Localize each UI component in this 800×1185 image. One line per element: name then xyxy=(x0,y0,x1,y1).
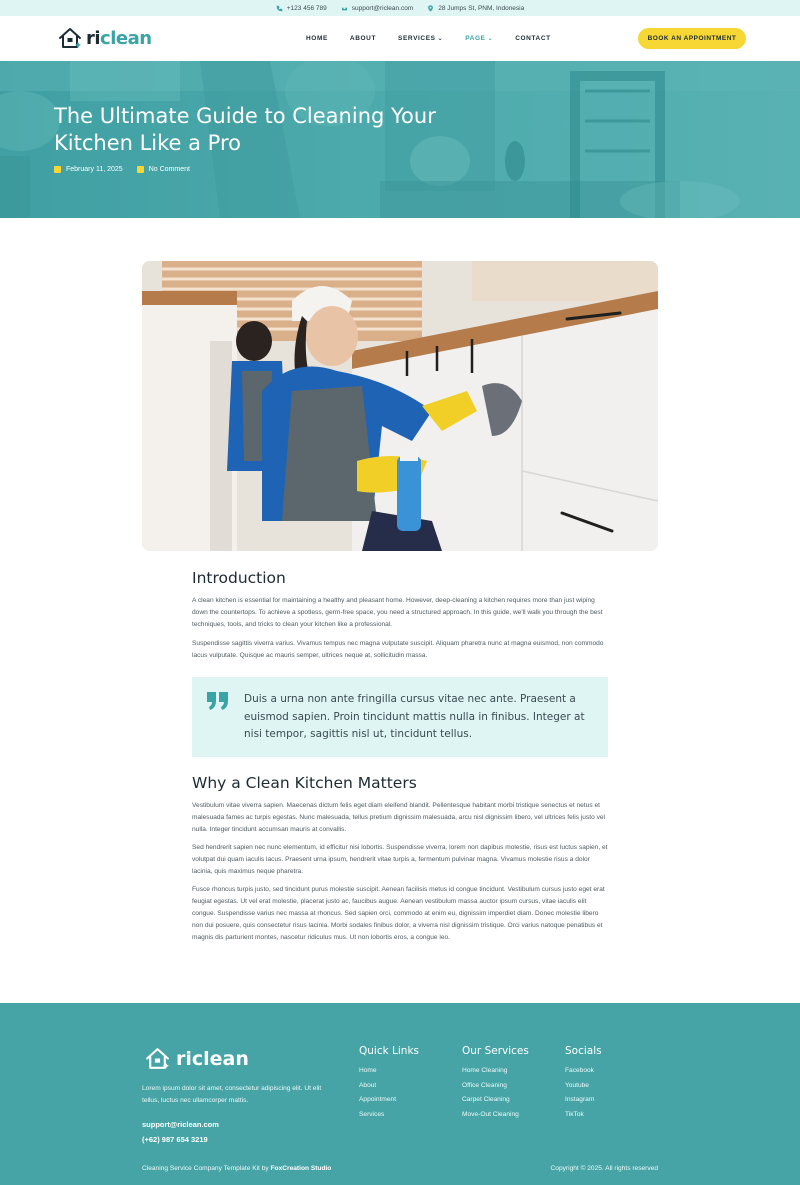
footer-service-home-cleaning[interactable]: Home Cleaning xyxy=(462,1067,508,1074)
site-footer xyxy=(0,1003,800,1185)
nav-about-label: ABOUT xyxy=(349,35,377,42)
book-appointment-button[interactable]: BOOK AN APPOINTMENT xyxy=(638,28,746,49)
nav-contact-label: CONTACT xyxy=(515,35,551,42)
house-logo-icon xyxy=(144,1045,171,1072)
site-logo[interactable] xyxy=(57,25,152,51)
footer-service-carpet-cleaning[interactable]: Carpet Cleaning xyxy=(462,1096,510,1104)
footer-social-facebook[interactable]: Facebook xyxy=(565,1067,594,1074)
mail-icon xyxy=(341,5,348,12)
quote-text: Duis a urna non ante fringilla cursus vitae nec ante. Praesent a euismod sapien. Proin tincidunt mattis nulla in finibus. Integer at nisi tempor, sagittis nisl ut, tincidunt tellus. xyxy=(244,693,585,740)
our-services-heading: Our Services xyxy=(462,1045,529,1057)
quote-icon xyxy=(206,691,230,711)
footer-service-move-out-cleaning[interactable]: Move-Out Cleaning xyxy=(462,1111,519,1119)
cleaning-kitchen-photo xyxy=(142,261,658,551)
footer-quick-links xyxy=(359,1045,419,1126)
top-info-bar xyxy=(0,0,800,16)
footer-link-services[interactable]: Services xyxy=(359,1111,385,1119)
house-logo-icon xyxy=(57,25,83,51)
why-paragraph-3: Fusce rhoncus turpis justo, sed tincidunt purus molestie suscipit. Aenean facilisis metus id congue tincidunt. Vestibulum cursus justo eget erat feugiat egestas. Ut vel erat molestie, placerat justo ac, faucibus augue. Aenean vestibulum massa auctor ipsum cursus, vitae iaculis elit congue. Suspendisse varius nec massa at rhoncus. Sed sapien orci, commodo at enim eu, dignissim imperdiet diam. Donec molestie libero non dui posuere, quis consectetur risus lacinia. Morbi sodales finibus dolor, a viverra nisl dignissim tristique. Orci varius natoque penatibus et magnis dis parturient montes, nascetur ridiculus mus. Ut non lobortis eros, a congue leo. xyxy=(192,886,605,941)
nav-services[interactable] xyxy=(398,35,443,42)
footer-link-home[interactable]: Home xyxy=(359,1067,377,1074)
footer-service-office-cleaning[interactable]: Office Cleaning xyxy=(462,1081,507,1089)
post-comments[interactable] xyxy=(137,166,190,173)
footer-socials xyxy=(565,1045,602,1126)
post-date[interactable] xyxy=(54,166,123,173)
hero-banner xyxy=(0,61,800,218)
post-title: The Ultimate Guide to Cleaning Your Kitchen Like a Pro xyxy=(54,104,436,155)
footer-social-youtube[interactable]: Youtube xyxy=(565,1081,589,1089)
logo-text-part1: ri xyxy=(86,27,101,49)
blockquote xyxy=(192,677,608,757)
footer-copyright: Copyright © 2025. All rights reserved xyxy=(550,1165,658,1172)
footer-credit-prefix: Cleaning Service Company Template Kit by xyxy=(142,1165,271,1172)
article-why-section xyxy=(192,774,608,944)
why-paragraph-1: Vestibulum vitae viverra sapien. Maecenas dictum felis eget diam eleifend blandit. Pellentesque habitant morbi tristique senectus et netus et malesuada fames ac turpis egestas. Nunc malesuada, tellus pretium dignissim malesuada, arcu nisl dignissim libero, vel ultrices felis justo vel nulla. Integer tincidunt accumsan mauris at convallis. xyxy=(192,802,606,833)
chevron-down-icon: ⌄ xyxy=(487,36,494,42)
topbar-phone[interactable] xyxy=(276,5,327,12)
footer-logo[interactable] xyxy=(144,1045,249,1072)
post-date-text: February 11, 2025 xyxy=(66,166,123,173)
footer-credit xyxy=(142,1165,331,1172)
site-header xyxy=(0,16,800,61)
topbar-phone-text: +123 456 789 xyxy=(286,4,327,12)
footer-description: Lorem ipsum dolor sit amet, consectetur adipiscing elit. Ut elit tellus, luctus nec ullamcorper mattis. xyxy=(142,1085,322,1104)
why-heading: Why a Clean Kitchen Matters xyxy=(192,774,417,792)
post-meta xyxy=(54,166,190,173)
article-featured-image xyxy=(142,261,658,551)
nav-contact[interactable] xyxy=(515,35,551,42)
topbar-address xyxy=(427,5,524,12)
footer-email[interactable]: support@riclean.com xyxy=(142,1120,219,1129)
nav-about[interactable] xyxy=(350,35,376,42)
post-comments-text: No Comment xyxy=(148,166,190,173)
chevron-down-icon: ⌄ xyxy=(437,36,444,42)
nav-page-label: PAGE xyxy=(465,35,486,42)
main-nav xyxy=(306,35,573,42)
footer-social-tiktok[interactable]: TikTok xyxy=(565,1111,584,1119)
nav-page[interactable] xyxy=(465,35,493,42)
footer-link-about[interactable]: About xyxy=(359,1081,377,1089)
article-intro xyxy=(192,569,608,662)
topbar-email[interactable] xyxy=(341,5,414,12)
map-pin-icon xyxy=(427,5,434,12)
logo-text-part2: clean xyxy=(100,27,152,49)
footer-credit-author[interactable]: FoxCreation Studio xyxy=(270,1165,332,1172)
calendar-icon xyxy=(54,166,61,173)
comment-icon xyxy=(137,166,144,173)
logo-text xyxy=(86,28,152,49)
phone-icon xyxy=(276,5,283,12)
topbar-email-text: support@riclean.com xyxy=(351,4,414,12)
nav-home-label: HOME xyxy=(306,35,328,42)
nav-services-label: SERVICES xyxy=(398,35,436,42)
footer-social-instagram[interactable]: Instagram xyxy=(565,1096,595,1104)
intro-paragraph-2: Suspendisse sagittis viverra varius. Vivamus tempus nec magna vulputate suscipit. Aliquam pharetra nunc at magna euismod, non commodo lacus vulputate. Quisque ac mauris semper, ultrices neque at, sollicitudin massa. xyxy=(192,640,604,659)
footer-link-appointment[interactable]: Appointment xyxy=(359,1096,397,1104)
socials-heading: Socials xyxy=(565,1045,602,1057)
footer-our-services xyxy=(462,1045,529,1126)
topbar-address-text: 28 Jumps St, PNM, Indonesia xyxy=(438,4,525,12)
intro-paragraph-1: A clean kitchen is essential for maintaining a healthy and pleasant home. However, deep-cleaning a kitchen requires more than just wiping down the countertops. To achieve a spotless, germ-free space, you need a structured approach. In this guide, we'll walk you through the best techniques, tools, and tricks to clean your kitchen like a professional. xyxy=(192,597,603,628)
footer-phone[interactable]: (+62) 987 654 3219 xyxy=(142,1135,208,1144)
intro-heading: Introduction xyxy=(192,569,286,587)
footer-logo-text: riclean xyxy=(176,1047,249,1070)
nav-home[interactable] xyxy=(306,35,328,42)
quick-links-heading: Quick Links xyxy=(359,1045,420,1057)
why-paragraph-2: Sed hendrerit sapien nec nunc elementum, id efficitur nisi lobortis. Suspendisse viverra, lorem non dapibus molestie, risus est luctus sapien, et volutpat dui quam iaculis lacus. Praesent urna ipsum, hendrerit vitae turpis a, fermentum pulvinar magna. Vivamus molestie risus a dolor lacinia, quis maximus neque pharetra. xyxy=(192,844,608,875)
